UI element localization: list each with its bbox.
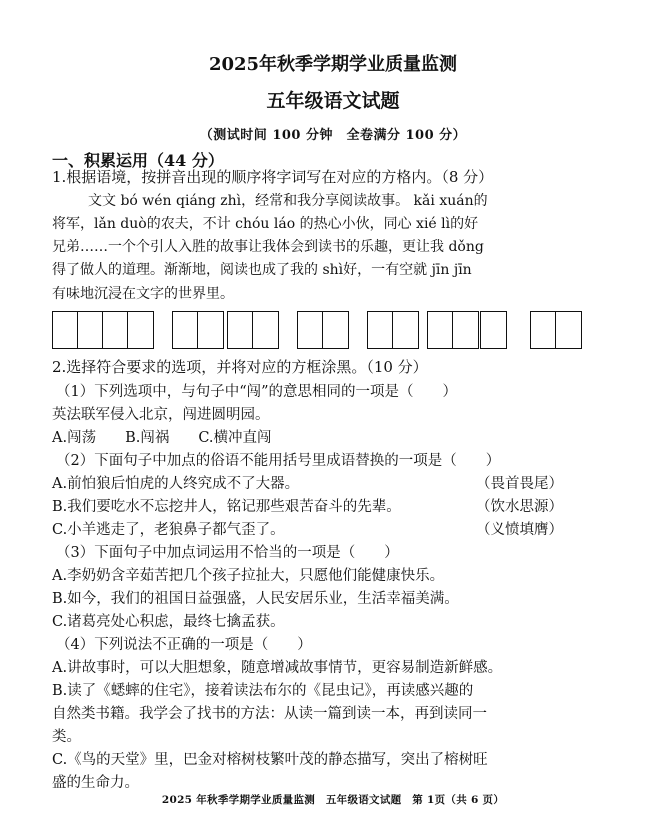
- answer-cell[interactable]: [368, 312, 393, 348]
- answer-box-group-4[interactable]: [297, 311, 349, 349]
- answer-cell[interactable]: [198, 312, 223, 348]
- answer-cell[interactable]: [53, 312, 78, 348]
- q2-3-option-c: C.诸葛亮处心积虑，最终七擒孟获。: [52, 614, 285, 630]
- answer-box-group-7[interactable]: [480, 311, 507, 349]
- answer-cell[interactable]: [428, 312, 453, 348]
- answer-box-group-1[interactable]: [52, 311, 154, 349]
- q2-3-option-b: B.如今，我们的祖国日益强盛，人民安居乐业，生活幸福美满。: [52, 591, 459, 607]
- q2-1-sentence: 英法联军侵入北京，闯进圆明园。: [52, 407, 270, 423]
- q2-2-stem: （2）下面句子中加点的俗语不能用括号里成语替换的一项是（ ）: [56, 453, 501, 469]
- q2-1-options: A.闯荡 B.闯祸 C.横冲直闯: [52, 430, 272, 446]
- answer-cell[interactable]: [78, 312, 103, 348]
- q1-passage-line-4: 得了做人的道理。渐渐地，阅读也成了我的 shì好，一有空就 jīn jīn: [52, 262, 472, 278]
- answer-cell[interactable]: [323, 312, 348, 348]
- q2-2-idiom-c: （义愤填膺）: [476, 522, 563, 538]
- answer-cell[interactable]: [298, 312, 323, 348]
- answer-cell[interactable]: [228, 312, 253, 348]
- q2-4-option-b-line1: B.读了《蟋蟀的住宅》，接着读法布尔的《昆虫记》，再读感兴趣的: [52, 683, 474, 699]
- answer-box-group-6[interactable]: [427, 311, 479, 349]
- page-footer: 2025 年秋季学期学业质量监测 五年级语文试题 第 1页（共 6 页）: [161, 794, 505, 806]
- q2-2-option-b: B.我们要吃水不忘挖井人，铭记那些艰苦奋斗的先辈。: [52, 499, 401, 515]
- answer-cell[interactable]: [531, 312, 556, 348]
- q2-4-option-c-line1: C.《鸟的天堂》里，巴金对榕树枝繁叶茂的静态描写，突出了榕树旺: [52, 752, 488, 768]
- q2-3-stem: （3）下面句子中加点词运用不恰当的一项是（ ）: [56, 545, 399, 561]
- q2-4-option-b-line2: 自然类书籍。我学会了找书的方法：从读一篇到读一本，再到读同一: [52, 706, 487, 722]
- answer-box-group-8[interactable]: [530, 311, 582, 349]
- q2-4-option-c-line2: 盛的生命力。: [52, 775, 139, 791]
- exam-subtitle: 五年级语文试题: [266, 90, 400, 112]
- q2-2-idiom-b: （饮水思源）: [476, 499, 563, 515]
- q1-passage-line-1: 文文 bó wén qiáng zhì，经常和我分享阅读故事。 kǎi xuán的: [88, 193, 488, 209]
- q2-prompt: 2.选择符合要求的选项，并将对应的方框涂黑。（10 分）: [52, 358, 428, 376]
- answer-cell[interactable]: [556, 312, 581, 348]
- q2-2-option-a: A.前怕狼后怕虎的人终究成不了大器。: [52, 476, 300, 492]
- exam-meta: （测试时间 100 分钟 全卷满分 100 分）: [199, 128, 467, 143]
- q2-4-option-b-line3: 类。: [52, 729, 81, 745]
- answer-cell[interactable]: [253, 312, 278, 348]
- answer-cell[interactable]: [103, 312, 128, 348]
- q2-1-stem: （1）下列选项中，与句子中“闯”的意思相同的一项是（ ）: [56, 384, 458, 400]
- answer-box-group-3[interactable]: [227, 311, 279, 349]
- answer-grid: [52, 311, 582, 351]
- q1-passage-line-2: 将军，lǎn duò的农夫，不计 chóu láo 的热心小伙，同心 xié lì的好: [52, 216, 479, 232]
- q2-2-idiom-a: （畏首畏尾）: [476, 476, 563, 492]
- answer-cell[interactable]: [393, 312, 418, 348]
- q2-2-option-c: C.小羊逃走了，老狼鼻子都气歪了。: [52, 522, 285, 538]
- answer-cell[interactable]: [128, 312, 153, 348]
- answer-cell[interactable]: [173, 312, 198, 348]
- section-heading: 一、积累运用（44 分）: [52, 151, 224, 170]
- q1-passage-line-5: 有味地沉浸在文字的世界里。: [52, 286, 234, 302]
- q1-passage-line-3: 兄弟……一个个引人入胜的故事让我体会到读书的乐趣，更让我 dǒng: [52, 239, 484, 255]
- answer-cell[interactable]: [453, 312, 478, 348]
- answer-box-group-2[interactable]: [172, 311, 224, 349]
- q1-prompt: 1.根据语境，按拼音出现的顺序将字词写在对应的方格内。（8 分）: [52, 168, 494, 186]
- q2-3-option-a: A.李奶奶含辛茹苦把几个孩子拉扯大，只愿他们能健康快乐。: [52, 568, 445, 584]
- answer-box-group-5[interactable]: [367, 311, 419, 349]
- exam-title: 2025年秋季学期学业质量监测: [208, 54, 458, 75]
- q2-4-option-a: A.讲故事时，可以大胆想象，随意增减故事情节，更容易制造新鲜感。: [52, 660, 503, 676]
- q2-4-stem: （4）下列说法不正确的一项是（ ）: [56, 637, 312, 653]
- answer-cell[interactable]: [481, 312, 506, 348]
